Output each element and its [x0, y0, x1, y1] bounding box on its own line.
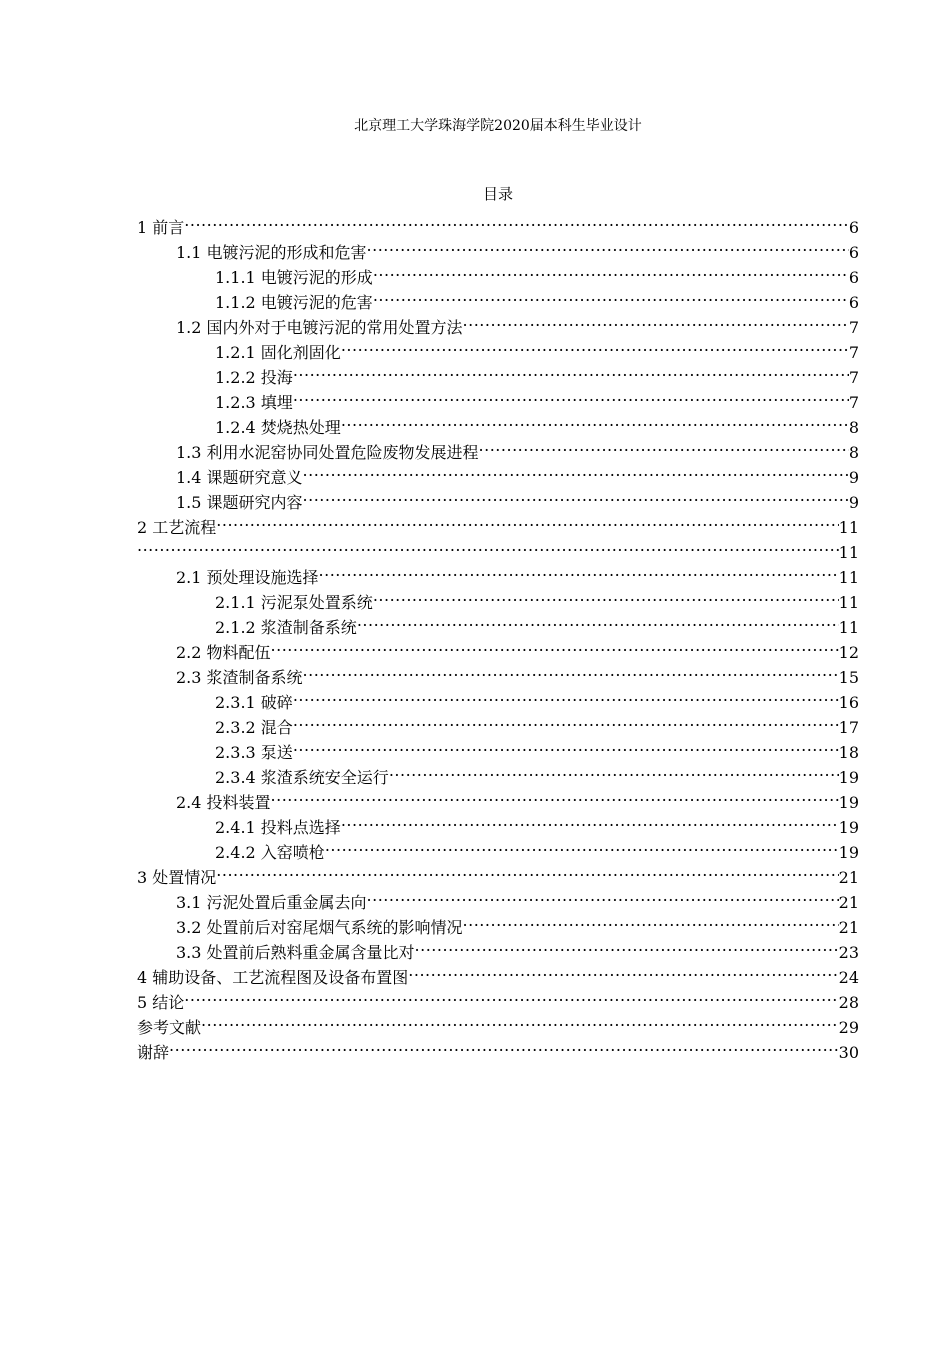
toc-entry-title: 1.1.2 电镀污泥的危害 [215, 293, 373, 312]
toc-dot-leader [408, 958, 838, 983]
toc-entry-page-number: 6 [848, 268, 859, 287]
toc-entry-title: 2.2 物料配伍 [176, 643, 271, 662]
toc-entry-page-number: 9 [848, 468, 859, 487]
toc-dot-leader [137, 533, 839, 558]
toc-dot-leader [303, 483, 849, 508]
toc-dot-leader [293, 383, 849, 408]
toc-entry-page-number: 24 [838, 968, 859, 987]
toc-entry-title: 2.3.4 浆渣系统安全运行 [215, 768, 389, 787]
toc-entry-page-number: 8 [848, 443, 859, 462]
toc-dot-leader [271, 633, 839, 658]
toc-entry-title: 3.1 污泥处置后重金属去向 [176, 893, 367, 912]
toc-entry-page-number: 30 [838, 1043, 859, 1062]
toc-entry-page-number: 19 [838, 843, 859, 862]
toc-entry-page-number: 8 [848, 418, 859, 437]
toc-dot-leader [216, 858, 838, 883]
toc-dot-leader [216, 508, 838, 533]
toc-entry-title: 2.3 浆渣制备系统 [176, 668, 303, 687]
toc-entry[interactable] [137, 533, 859, 562]
toc-entry-page-number: 28 [838, 993, 859, 1012]
toc-entry-title: 1.4 课题研究意义 [176, 468, 303, 487]
toc-entry-page-number: 7 [848, 318, 859, 337]
toc-entry[interactable] [137, 208, 859, 237]
toc-entry-title: 3.2 处置前后对窑尾烟气系统的影响情况 [176, 918, 463, 937]
toc-entry-title: 1 前言 [137, 218, 185, 237]
toc-dot-leader [479, 433, 849, 458]
toc-entry-page-number: 21 [838, 868, 859, 887]
toc-dot-leader [201, 1008, 839, 1033]
toc-entry[interactable] [137, 558, 859, 587]
toc-entry-page-number: 6 [848, 293, 859, 312]
toc-entry-page-number: 6 [848, 243, 859, 262]
toc-dot-leader [357, 608, 839, 633]
toc-dot-leader [271, 783, 839, 808]
toc-dot-leader [373, 258, 849, 283]
toc-entry-page-number: 11 [838, 593, 859, 612]
toc-entry-page-number: 19 [838, 818, 859, 837]
toc-dot-leader [319, 558, 839, 583]
toc-entry-title: 2.1 预处理设施选择 [176, 568, 319, 587]
toc-dot-leader [341, 333, 849, 358]
toc-entry-title: 1.1.1 电镀污泥的形成 [215, 268, 373, 287]
toc-entry[interactable] [137, 1008, 859, 1037]
toc-entry-title: 2 工艺流程 [137, 518, 217, 537]
toc-dot-leader [341, 408, 849, 433]
toc-entry-page-number: 21 [838, 918, 859, 937]
toc-entry-page-number: 7 [848, 393, 859, 412]
toc-entry-page-number: 6 [848, 218, 859, 237]
toc-entry-title: 1.2.2 投海 [215, 368, 293, 387]
toc-dot-leader [341, 808, 839, 833]
toc-entry-page-number: 11 [838, 543, 859, 562]
toc-entry-title: 2.1.2 浆渣制备系统 [215, 618, 357, 637]
toc-entry-page-number: 7 [848, 368, 859, 387]
toc-entry-title: 2.3.1 破碎 [215, 693, 293, 712]
toc-dot-leader [184, 208, 849, 233]
toc-entry-title: 1.2.1 固化剂固化 [215, 343, 341, 362]
toc-entry-title: 2.1.1 污泥泵处置系统 [215, 593, 373, 612]
toc-dot-leader [303, 458, 849, 483]
toc-entry-title: 4 辅助设备、工艺流程图及设备布置图 [137, 968, 409, 987]
toc-entry-page-number: 19 [838, 793, 859, 812]
toc-entry-page-number: 15 [838, 668, 859, 687]
toc-dot-leader [373, 283, 849, 308]
toc-dot-leader [373, 583, 839, 608]
toc-entry-page-number: 11 [838, 618, 859, 637]
toc-dot-leader [325, 833, 839, 858]
toc-dot-leader [463, 308, 849, 333]
toc-entry-title: 1.3 利用水泥窑协同处置危险废物发展进程 [176, 443, 479, 462]
toc-entry-page-number: 29 [838, 1018, 859, 1037]
toc-entry[interactable] [137, 233, 859, 262]
toc-dot-leader [293, 733, 839, 758]
toc-dot-leader [367, 883, 839, 908]
toc-dot-leader [367, 233, 849, 258]
toc-dot-leader [293, 358, 849, 383]
page-header: 北京理工大学珠海学院2020届本科生毕业设计 [354, 118, 642, 134]
toc-entry-page-number: 18 [838, 743, 859, 762]
toc-entry-page-number: 7 [848, 343, 859, 362]
toc-entry-title: 5 结论 [137, 993, 185, 1012]
toc-dot-leader [415, 933, 839, 958]
toc-entry-page-number: 16 [838, 693, 859, 712]
toc-entry-title: 1.5 课题研究内容 [176, 493, 303, 512]
toc-dot-leader [389, 758, 839, 783]
toc-entry-page-number: 21 [838, 893, 859, 912]
toc-entry[interactable] [137, 983, 859, 1012]
toc-entry-title: 1.1 电镀污泥的形成和危害 [176, 243, 367, 262]
toc-entry-title: 谢辞 [137, 1043, 170, 1062]
toc-entry-page-number: 19 [838, 768, 859, 787]
toc-entry-title: 2.4.1 投料点选择 [215, 818, 341, 837]
toc-entry-title: 2.4 投料装置 [176, 793, 271, 812]
toc-entry-title: 3 处置情况 [137, 868, 217, 887]
toc-entry-page-number: 17 [838, 718, 859, 737]
toc-entry-title: 参考文献 [137, 1018, 202, 1037]
toc-dot-leader [293, 708, 839, 733]
toc-entry-title: 2.4.2 入窑喷枪 [215, 843, 325, 862]
toc-dot-leader [293, 683, 839, 708]
toc-entry-title: 1.2 国内外对于电镀污泥的常用处置方法 [176, 318, 463, 337]
toc-entry-title: 1.2.3 填埋 [215, 393, 293, 412]
toc-entry-title: 3.3 处置前后熟料重金属含量比对 [176, 943, 415, 962]
toc-entry-page-number: 11 [838, 518, 859, 537]
toc-entry[interactable] [137, 858, 859, 887]
toc-entry[interactable] [137, 883, 859, 912]
toc-entry[interactable] [137, 508, 859, 537]
toc-entry-title: 2.3.3 泵送 [215, 743, 293, 762]
toc-entry-page-number: 12 [838, 643, 859, 662]
toc-entry-title: 2.3.2 混合 [215, 718, 293, 737]
toc-title: 目录 [482, 185, 513, 203]
toc-dot-leader [463, 908, 839, 933]
toc-dot-leader [169, 1033, 839, 1058]
toc-entry[interactable] [137, 1033, 859, 1062]
toc-entry-title: 1.2.4 焚烧热处理 [215, 418, 341, 437]
toc-entry-page-number: 23 [838, 943, 859, 962]
toc-entry-page-number: 11 [838, 568, 859, 587]
toc-dot-leader [184, 983, 838, 1008]
toc-dot-leader [303, 658, 839, 683]
table-of-contents [137, 208, 859, 1062]
toc-entry-page-number: 9 [848, 493, 859, 512]
